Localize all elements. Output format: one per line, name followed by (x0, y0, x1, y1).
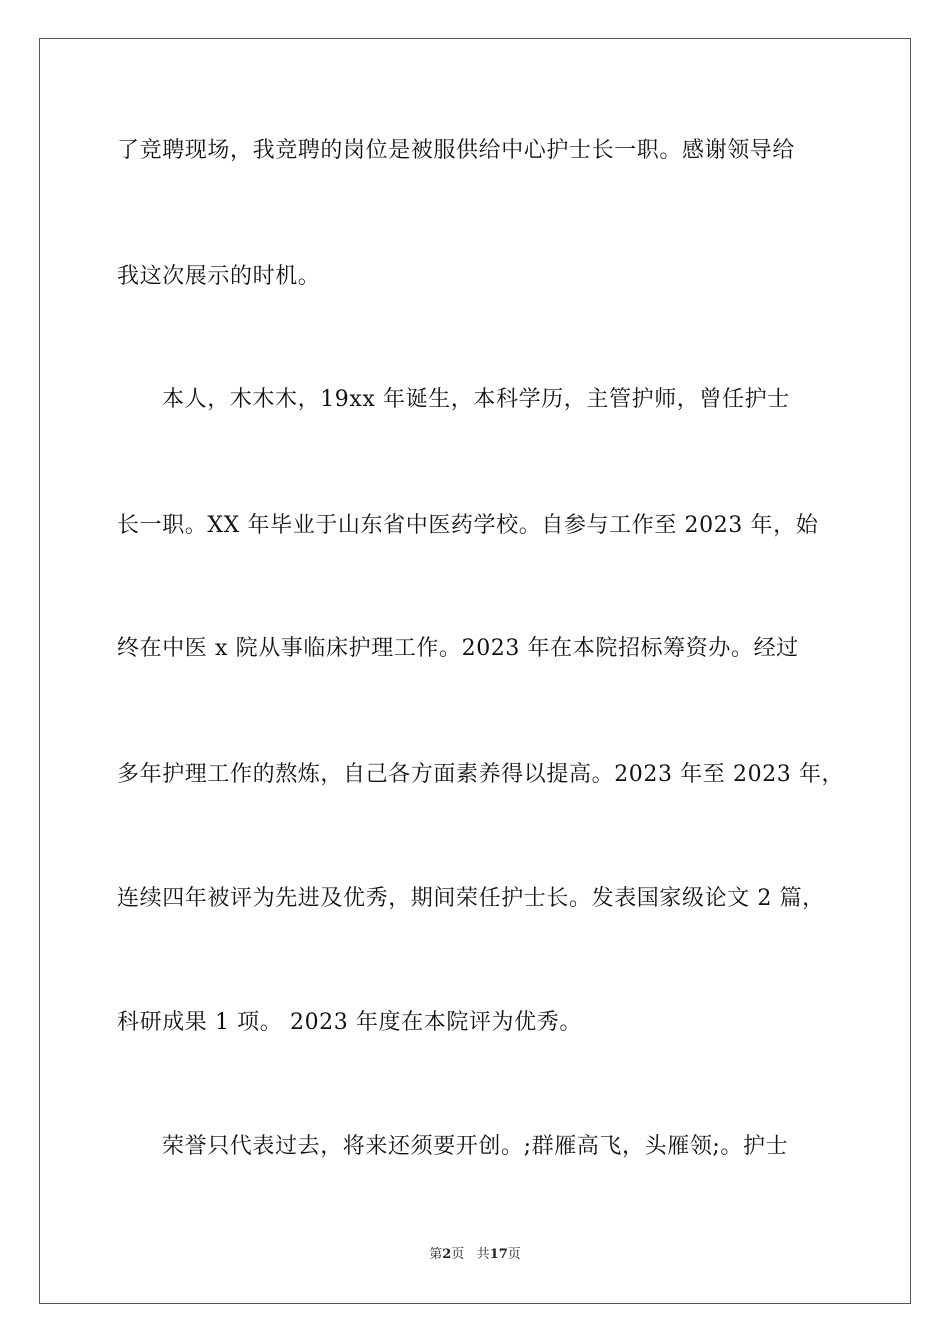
text-line: 本人，木木木，19xx 年诞生，本科学历，主管护师，曾任护士 (162, 387, 790, 412)
text-line: 荣誉只代表过去，将来还须要开创。;群雁高飞，头雁领;。护士 (162, 1134, 789, 1159)
text-line: 了竞聘现场，我竞聘的岗位是被服供给中心护士长一职。感谢领导给 (117, 138, 796, 163)
total-pages: 17 (489, 1247, 508, 1262)
text-line: 多年护理工作的熬炼，自己各方面素养得以提高。2023 年至 2023 年， (117, 762, 845, 787)
total-prefix: 共 (476, 1247, 490, 1262)
page-suffix: 页 (451, 1247, 465, 1262)
text-line: 长一职。XX 年毕业于山东省中医药学校。自参与工作至 2023 年，始 (117, 513, 819, 538)
text-line: 科研成果 1 项。 2023 年度在本院评为优秀。 (117, 1010, 582, 1035)
page-border (39, 38, 911, 1304)
text-line: 我这次展示的时机。 (117, 264, 321, 289)
total-suffix: 页 (507, 1247, 521, 1262)
page-number: 2 (442, 1247, 452, 1262)
page-prefix: 第 (429, 1247, 443, 1262)
text-line: 终在中医 x 院从事临床护理工作。2023 年在本院招标筹资办。经过 (117, 636, 799, 661)
page-footer (0, 1246, 950, 1264)
text-line: 连续四年被评为先进及优秀，期间荣任护士长。发表国家级论文 2 篇， (117, 886, 825, 911)
